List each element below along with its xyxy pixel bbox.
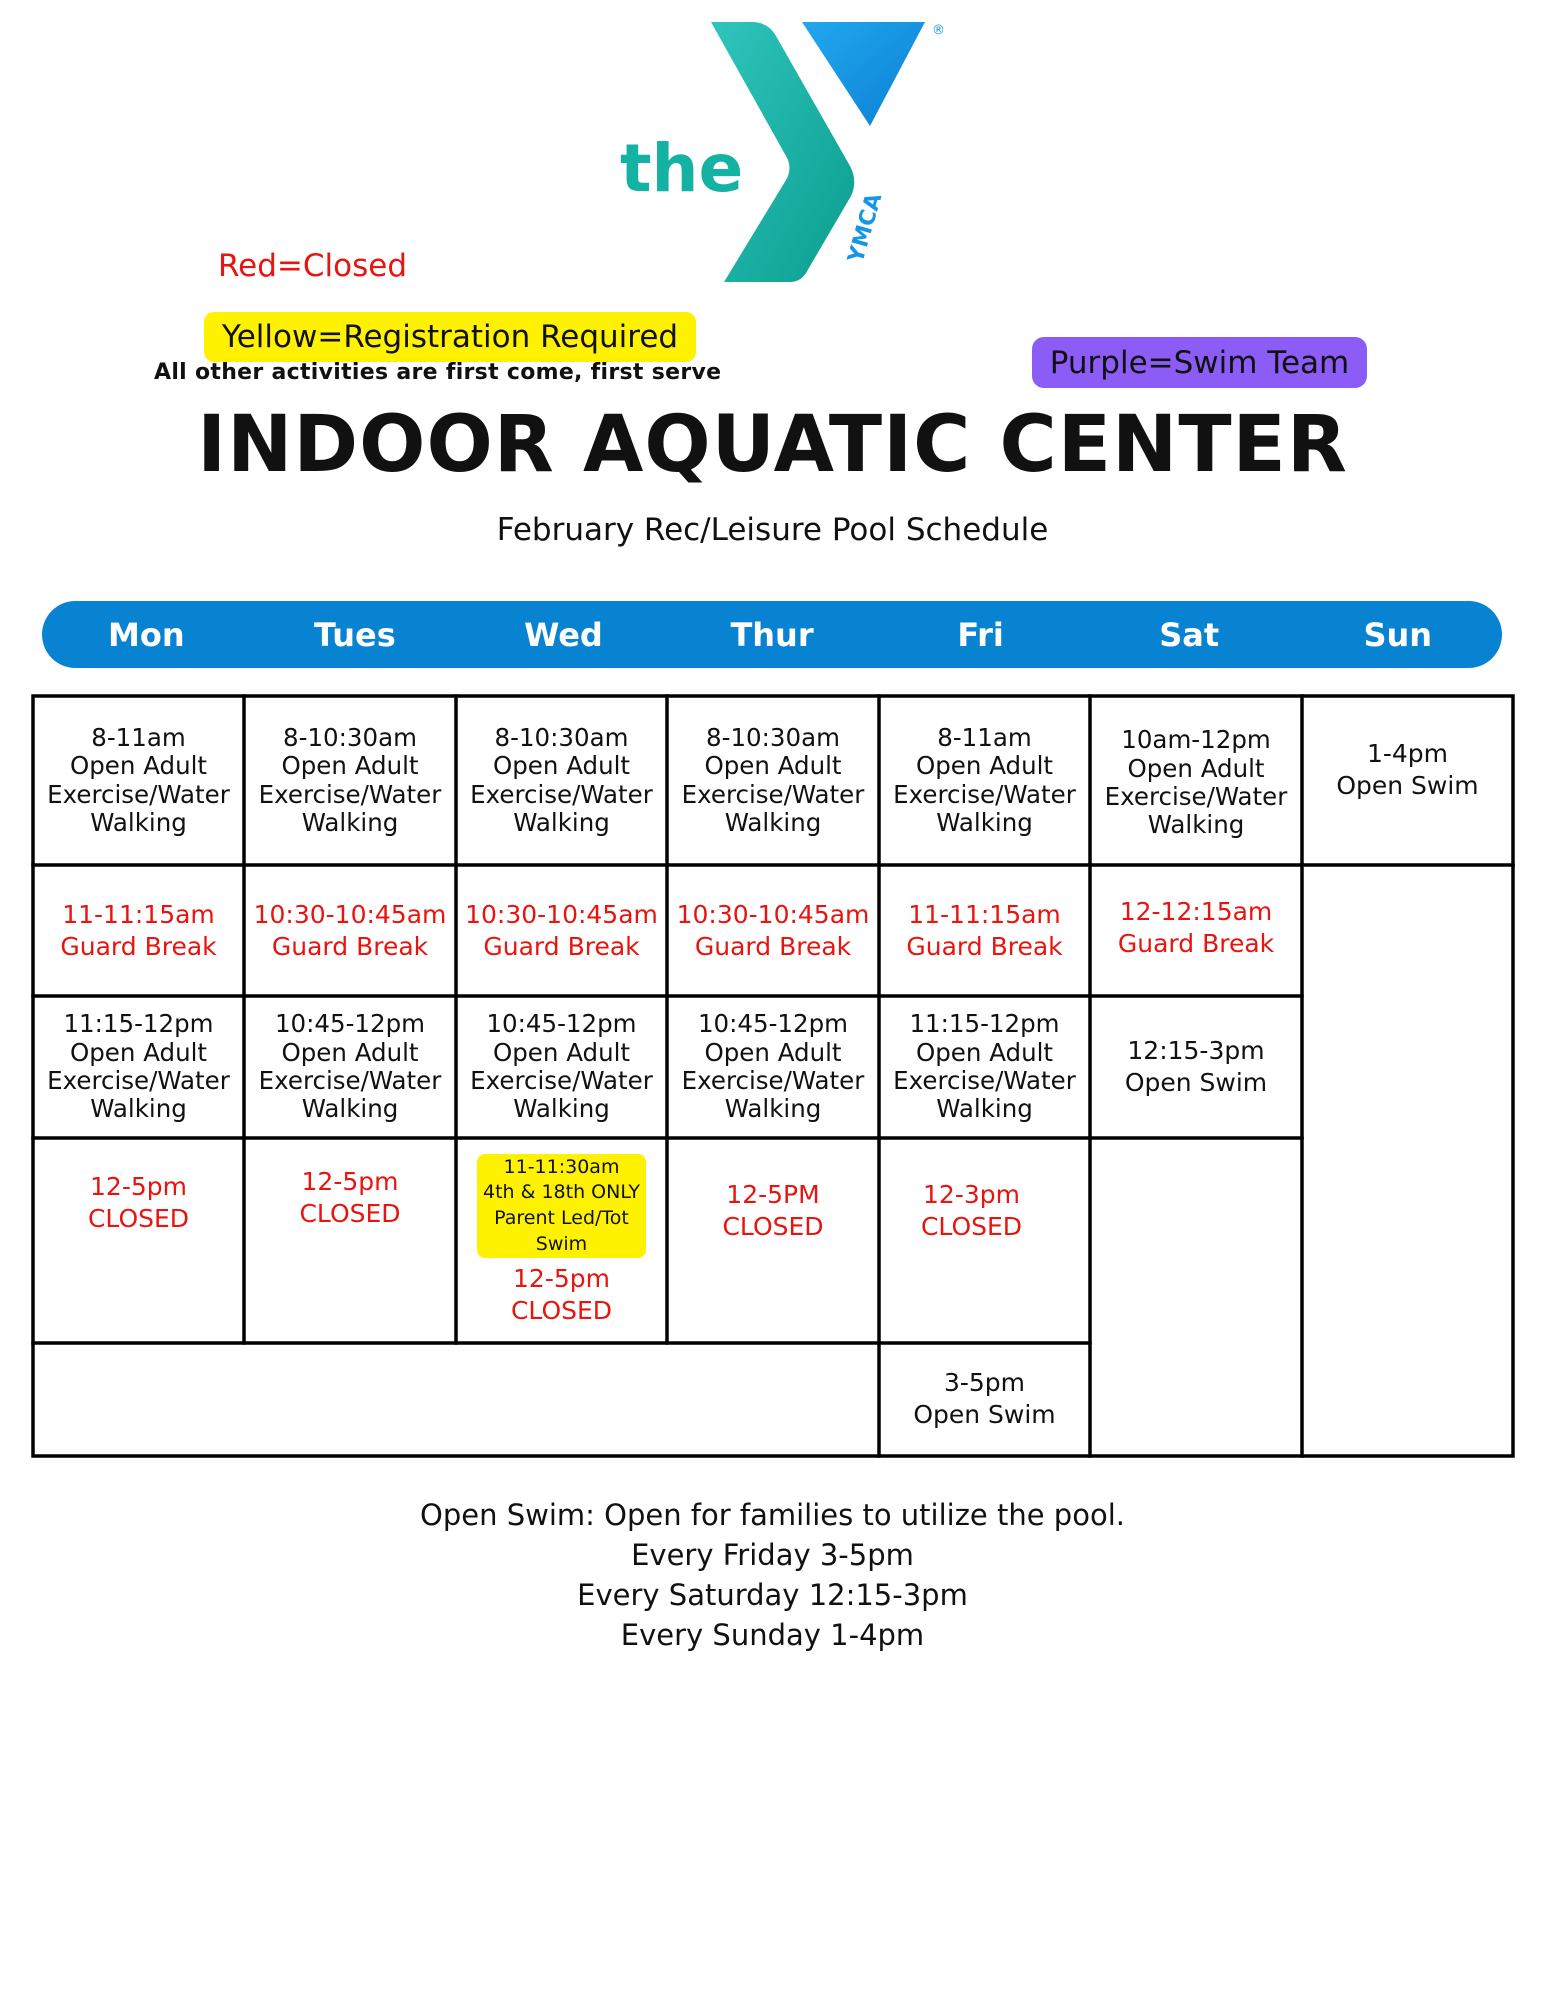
sat-open-swim: [1092, 998, 1300, 1136]
time: 12:15-3pm: [1127, 1036, 1265, 1065]
activity: Walking: [301, 807, 399, 837]
activity: Exercise/Water: [470, 779, 653, 809]
activity: Exercise/Water: [470, 1066, 653, 1095]
activity: Guard Break: [694, 931, 852, 961]
time: 11-11:15am: [908, 899, 1061, 929]
thu-closed: [669, 1176, 877, 1246]
legend-note: All other activities are first come, first serve: [154, 360, 722, 385]
time: 10:45-12pm: [697, 1009, 849, 1039]
activity: Open Swim: [913, 1400, 1056, 1429]
logo-registered: ®: [932, 23, 945, 38]
time: 11-11:30am: [503, 1155, 620, 1178]
activity: Walking: [513, 807, 610, 837]
activity: Walking: [724, 1094, 822, 1124]
activity: Open Adult: [492, 751, 631, 781]
sat-guard-break: [1092, 867, 1300, 989]
day-thu: Thur: [730, 615, 814, 654]
mon-closed: [35, 1168, 242, 1238]
fri-guard-break: [881, 867, 1088, 994]
wed-slot-1: [458, 698, 665, 863]
fri-slot-3: [881, 998, 1088, 1136]
registration-tag: [477, 1154, 646, 1259]
time: 8-10:30am: [494, 722, 629, 752]
thu-slot-3: [669, 998, 877, 1136]
time: 12-5PM: [726, 1180, 820, 1209]
wed-closed: [458, 1262, 665, 1328]
time: 12-5pm: [513, 1264, 610, 1293]
time: 10:45-12pm: [274, 1009, 426, 1039]
activity: Walking: [513, 1094, 610, 1124]
time: 12-5pm: [90, 1172, 187, 1201]
time: 8-10:30am: [283, 722, 417, 752]
mon-slot-3: [35, 998, 242, 1136]
wed-slot-3: [458, 998, 665, 1136]
sat-slot-1: [1092, 698, 1300, 868]
time: 8-10:30am: [706, 722, 840, 752]
logo-word: the: [620, 130, 744, 207]
time: 10:30-10:45am: [253, 899, 447, 929]
activity: Guard Break: [60, 931, 217, 961]
activity: Parent Led/Tot: [494, 1207, 629, 1229]
activity: Exercise/Water: [1104, 782, 1288, 811]
day-tue: Tues: [313, 615, 396, 654]
time: 12-3pm: [923, 1180, 1020, 1209]
activity: Exercise/Water: [47, 1066, 230, 1095]
activity: Walking: [936, 1094, 1033, 1124]
time: 11-11:15am: [62, 899, 215, 929]
time: 10:30-10:45am: [465, 899, 658, 929]
time: 8-11am: [937, 722, 1032, 752]
time: 8-11am: [91, 722, 186, 752]
footer-line: Every Saturday 12:15-3pm: [577, 1578, 968, 1613]
activity: Guard Break: [1117, 929, 1275, 958]
legend-swim-team: Purple=Swim Team: [1032, 337, 1367, 388]
time: 11:15-12pm: [63, 1009, 214, 1039]
activity: Exercise/Water: [681, 1066, 865, 1095]
tue-closed: [246, 1163, 454, 1233]
days-header: [42, 601, 1502, 668]
time: 1-4pm: [1366, 739, 1449, 768]
note: 4th & 18th ONLY: [482, 1181, 641, 1204]
day-mon: Mon: [107, 615, 185, 654]
activity: Swim: [535, 1232, 588, 1255]
activity: CLOSED: [510, 1296, 613, 1325]
time: 3-5pm: [943, 1368, 1026, 1397]
logo-vertical-text: YMCA: [843, 190, 888, 266]
time: 10:45-12pm: [486, 1009, 637, 1039]
activity: CLOSED: [299, 1199, 401, 1228]
day-sat: Sat: [1159, 615, 1220, 654]
mon-guard-break: [35, 867, 242, 994]
sun-open-swim: [1304, 698, 1511, 863]
thu-slot-1: [669, 698, 877, 863]
tue-guard-break: [246, 867, 454, 994]
activity: Guard Break: [483, 931, 640, 961]
page-title: INDOOR AQUATIC CENTER: [197, 400, 1348, 490]
footer-line: Open Swim: Open for families to utilize the pool.: [420, 1498, 1125, 1532]
activity: Walking: [301, 1094, 399, 1124]
activity: Guard Break: [906, 931, 1063, 961]
activity: Open Adult: [915, 1037, 1054, 1067]
activity: Exercise/Water: [258, 779, 442, 809]
activity: Open Adult: [69, 1037, 208, 1067]
footer-notes: [0, 1495, 1545, 1655]
day-wed: Wed: [524, 615, 603, 654]
activity: Open Adult: [281, 751, 419, 781]
footer-line: Every Friday 3-5pm: [631, 1538, 914, 1573]
time: 11:15-12pm: [909, 1009, 1060, 1039]
activity: Walking: [1147, 810, 1245, 840]
activity: Walking: [90, 1094, 187, 1124]
activity: Open Adult: [492, 1037, 631, 1067]
activity: Open Adult: [915, 751, 1054, 781]
activity: Open Swim: [1124, 1068, 1268, 1097]
wed-guard-break: [458, 867, 665, 994]
activity: Walking: [936, 807, 1033, 837]
activity: Guard Break: [271, 931, 429, 961]
activity: Walking: [90, 807, 187, 837]
activity: Walking: [724, 807, 822, 837]
activity: Exercise/Water: [681, 779, 865, 809]
day-fri: Fri: [957, 615, 1004, 654]
fri-closed: [868, 1176, 1075, 1246]
time: 10am-12pm: [1121, 725, 1271, 755]
time: 12-5pm: [301, 1167, 399, 1196]
ymca-logo: [620, 18, 970, 288]
activity: Exercise/Water: [893, 1066, 1076, 1095]
activity: Open Adult: [1127, 753, 1265, 783]
tue-slot-1: [246, 698, 454, 863]
activity: Exercise/Water: [893, 779, 1076, 809]
page-subtitle: February Rec/Leisure Pool Schedule: [496, 512, 1049, 548]
activity: Exercise/Water: [47, 779, 230, 809]
time: 12-12:15am: [1119, 897, 1273, 926]
fri-slot-1: [881, 698, 1088, 863]
wed-tot-swim: [458, 1148, 665, 1264]
activity: CLOSED: [722, 1212, 824, 1241]
activity: Open Adult: [704, 751, 842, 781]
time: 10:30-10:45am: [676, 899, 870, 929]
activity: CLOSED: [87, 1204, 190, 1233]
thu-guard-break: [669, 867, 877, 994]
footer-line: Every Sunday 1-4pm: [620, 1618, 925, 1653]
activity: Open Adult: [281, 1037, 419, 1067]
mon-slot-1: [35, 698, 242, 863]
activity: Open Adult: [704, 1037, 842, 1067]
activity: Exercise/Water: [258, 1066, 442, 1095]
activity: CLOSED: [920, 1212, 1023, 1241]
tue-slot-3: [246, 998, 454, 1136]
day-sun: Sun: [1363, 615, 1433, 654]
activity: Open Adult: [69, 751, 208, 781]
legend-closed: Red=Closed: [218, 248, 407, 284]
logo-y-triangle: [802, 22, 925, 126]
legend-registration: Yellow=Registration Required: [204, 312, 696, 362]
fri-open-swim: [881, 1345, 1088, 1453]
activity: Open Swim: [1336, 771, 1479, 800]
